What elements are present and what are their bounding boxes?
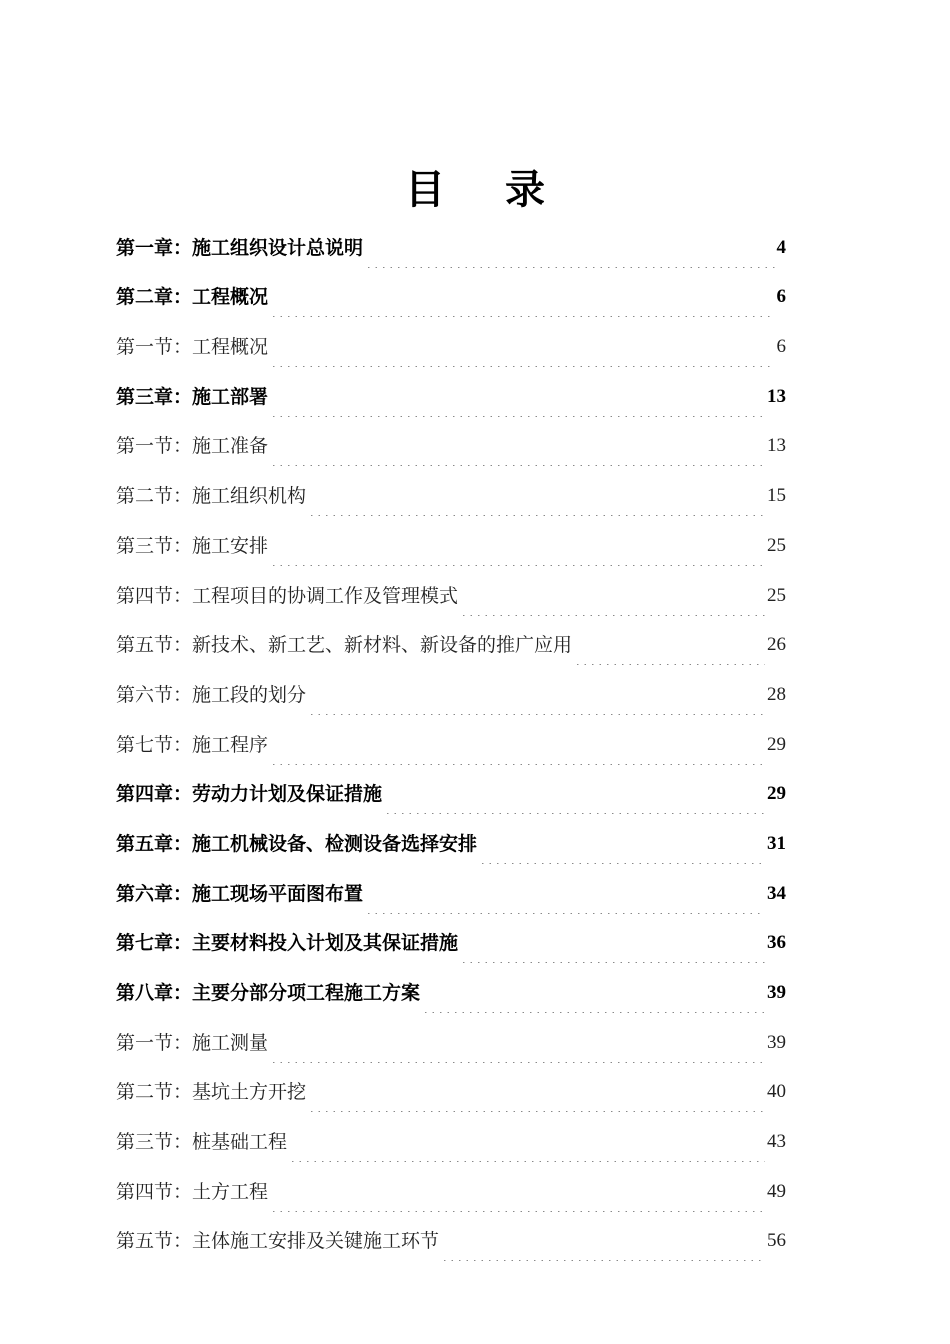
toc-list — [116, 218, 786, 1261]
toc-page-number: 25 — [767, 584, 786, 606]
toc-page-number: 4 — [776, 236, 786, 258]
toc-entry-title: 第四节：工程项目的协调工作及管理模式 — [116, 584, 459, 607]
toc-title-char: 录 — [505, 166, 605, 213]
toc-chapter-entry[interactable] — [116, 864, 786, 914]
toc-entry-title: 第五节：主体施工安排及关键施工环节 — [116, 1230, 440, 1253]
toc-page-number: 39 — [767, 982, 786, 1003]
toc-section-entry[interactable] — [116, 616, 786, 666]
toc-page-number: 40 — [767, 1081, 786, 1103]
toc-dot-leader — [460, 576, 765, 616]
toc-page-number: 29 — [767, 783, 786, 805]
toc-page-number: 13 — [767, 385, 786, 407]
toc-entry-title: 第六节：施工段的划分 — [116, 683, 307, 706]
toc-section-entry[interactable] — [116, 1212, 786, 1262]
toc-dot-leader — [422, 973, 765, 1013]
toc-entry-title: 第一节：施工测量 — [116, 1031, 269, 1054]
toc-dot-leader — [270, 725, 765, 765]
toc-page-number: 49 — [767, 1180, 786, 1202]
toc-dot-leader — [365, 228, 774, 268]
toc-chapter-entry[interactable] — [116, 814, 786, 864]
toc-section-entry[interactable] — [116, 466, 786, 516]
toc-section-entry[interactable] — [116, 665, 786, 715]
toc-entry-title: 第八章：主要分部分项工程施工方案 — [116, 982, 421, 1004]
toc-dot-leader — [270, 277, 774, 317]
toc-page-number: 28 — [767, 683, 786, 705]
toc-chapter-entry[interactable] — [116, 765, 786, 815]
toc-dot-leader — [308, 1072, 765, 1112]
toc-section-entry[interactable] — [116, 1162, 786, 1212]
toc-page-number: 36 — [767, 932, 786, 954]
toc-page-number: 39 — [767, 1031, 786, 1053]
toc-page-number: 26 — [767, 634, 786, 656]
toc-entry-title: 第六章：施工现场平面图布置 — [116, 882, 364, 905]
toc-entry-title: 第二章：工程概况 — [116, 286, 269, 309]
toc-page-number: 6 — [776, 286, 786, 308]
toc-entry-title: 第二节：基坑土方开挖 — [116, 1081, 307, 1104]
toc-entry-title: 第七章：主要材料投入计划及其保证措施 — [116, 932, 459, 955]
toc-page-number: 56 — [767, 1230, 786, 1252]
toc-page-number: 31 — [767, 832, 786, 854]
toc-section-entry[interactable] — [116, 566, 786, 616]
toc-page-number: 43 — [767, 1131, 786, 1153]
toc-dot-leader — [308, 476, 765, 516]
toc-entry-title: 第一节：施工准备 — [116, 435, 269, 458]
toc-chapter-entry[interactable] — [116, 367, 786, 417]
toc-dot-leader — [574, 625, 765, 665]
toc-entry-title: 第三章：施工部署 — [116, 385, 269, 408]
toc-dot-leader — [270, 327, 774, 367]
toc-section-entry[interactable] — [116, 1013, 786, 1063]
toc-dot-leader — [270, 426, 765, 466]
toc-entry-title: 第二节：施工组织机构 — [116, 485, 307, 508]
toc-dot-leader — [479, 824, 765, 864]
toc-section-entry[interactable] — [116, 1112, 786, 1162]
toc-dot-leader — [365, 874, 765, 914]
toc-entry-title: 第四章：劳动力计划及保证措施 — [116, 783, 383, 806]
toc-entry-title: 第三节：桩基础工程 — [116, 1131, 288, 1154]
toc-dot-leader — [270, 1172, 765, 1212]
toc-section-entry[interactable] — [116, 1063, 786, 1113]
toc-entry-title: 第五节：新技术、新工艺、新材料、新设备的推广应用 — [116, 634, 573, 657]
toc-dot-leader — [460, 923, 765, 963]
toc-dot-leader — [270, 377, 765, 417]
toc-chapter-entry[interactable] — [116, 963, 786, 1013]
toc-title-char: 目 — [405, 166, 505, 213]
toc-dot-leader — [289, 1122, 765, 1162]
toc-dot-leader — [308, 675, 765, 715]
toc-page-number: 34 — [767, 882, 786, 904]
toc-dot-leader — [441, 1221, 765, 1261]
toc-dot-leader — [270, 1023, 765, 1063]
toc-dot-leader — [270, 526, 765, 566]
toc-entry-title: 第一章：施工组织设计总说明 — [116, 236, 364, 259]
toc-page-number: 25 — [767, 534, 786, 556]
toc-entry-title: 第三节：施工安排 — [116, 534, 269, 557]
toc-page-number: 29 — [767, 733, 786, 755]
toc-page-number: 6 — [776, 336, 786, 358]
toc-section-entry[interactable] — [116, 317, 786, 367]
toc-section-entry[interactable] — [116, 715, 786, 765]
toc-chapter-entry[interactable] — [116, 268, 786, 318]
toc-chapter-entry[interactable] — [116, 218, 786, 268]
toc-title — [0, 162, 950, 218]
toc-dot-leader — [384, 774, 765, 814]
toc-entry-title: 第四节：土方工程 — [116, 1180, 269, 1203]
toc-entry-title: 第七节：施工程序 — [116, 733, 269, 756]
toc-page-number: 15 — [767, 485, 786, 507]
toc-chapter-entry[interactable] — [116, 914, 786, 964]
toc-page-number: 13 — [767, 435, 786, 457]
toc-entry-title: 第五章：施工机械设备、检测设备选择安排 — [116, 832, 478, 855]
toc-section-entry[interactable] — [116, 417, 786, 467]
toc-section-entry[interactable] — [116, 516, 786, 566]
toc-entry-title: 第一节：工程概况 — [116, 336, 269, 359]
